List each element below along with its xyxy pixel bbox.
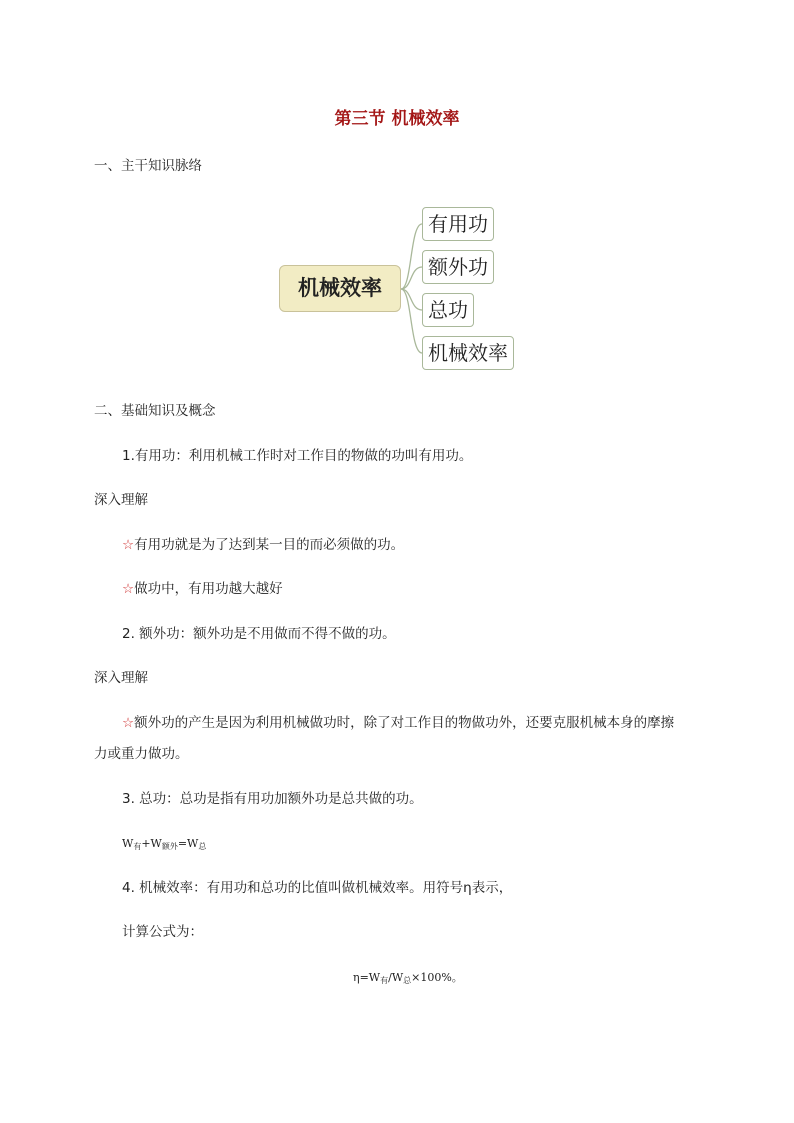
deep-understanding-label-1: 深入理解 — [94, 492, 148, 508]
note-useful-work-1: ☆有用功就是为了达到某一目的而必须做的功。 — [122, 537, 405, 553]
note-extra-work-line-1: ☆额外功的产生是因为利用机械做功时，除了对工作目的物做功外，还要克服机械本身的摩擦 — [122, 715, 675, 731]
section-heading-1: 一、主干知识脉络 — [94, 158, 202, 174]
mindmap-node-extra-work: 额外功 — [422, 250, 494, 284]
connector-1 — [401, 224, 422, 289]
star-icon: ☆ — [122, 581, 135, 597]
mindmap-node-efficiency: 机械效率 — [422, 336, 514, 370]
formula-total-work: $W_有+W_{额外}=W_总$ — [122, 837, 207, 851]
deep-understanding-label-2: 深入理解 — [94, 670, 148, 686]
star-icon: ☆ — [122, 715, 135, 731]
mindmap-root-node: 机械效率 — [279, 265, 401, 312]
connector-4 — [401, 289, 422, 353]
formula-efficiency: $\eta=W_有/W_总\times 100\%$。 — [353, 971, 463, 985]
note-extra-work-line-2: 力或重力做功。 — [94, 746, 189, 762]
definition-useful-work: 1.有用功：利用机械工作时对工作目的物做的功叫有用功。 — [122, 448, 473, 464]
mindmap-node-total-work: 总功 — [422, 293, 474, 327]
definition-total-work: 3. 总功：总功是指有用功加额外功是总共做的功。 — [122, 791, 423, 807]
star-icon: ☆ — [122, 537, 135, 553]
formula-label: 计算公式为： — [122, 924, 203, 940]
mindmap-node-useful-work: 有用功 — [422, 207, 494, 241]
page-title: 第三节 机械效率 — [334, 109, 460, 129]
definition-extra-work: 2. 额外功：额外功是不用做而不得不做的功。 — [122, 626, 396, 642]
note-useful-work-2: ☆做功中，有用功越大越好 — [122, 581, 283, 597]
section-heading-2: 二、基础知识及概念 — [94, 403, 216, 419]
definition-efficiency: 4. 机械效率：有用功和总功的比值叫做机械效率。用符号η表示， — [122, 880, 513, 896]
